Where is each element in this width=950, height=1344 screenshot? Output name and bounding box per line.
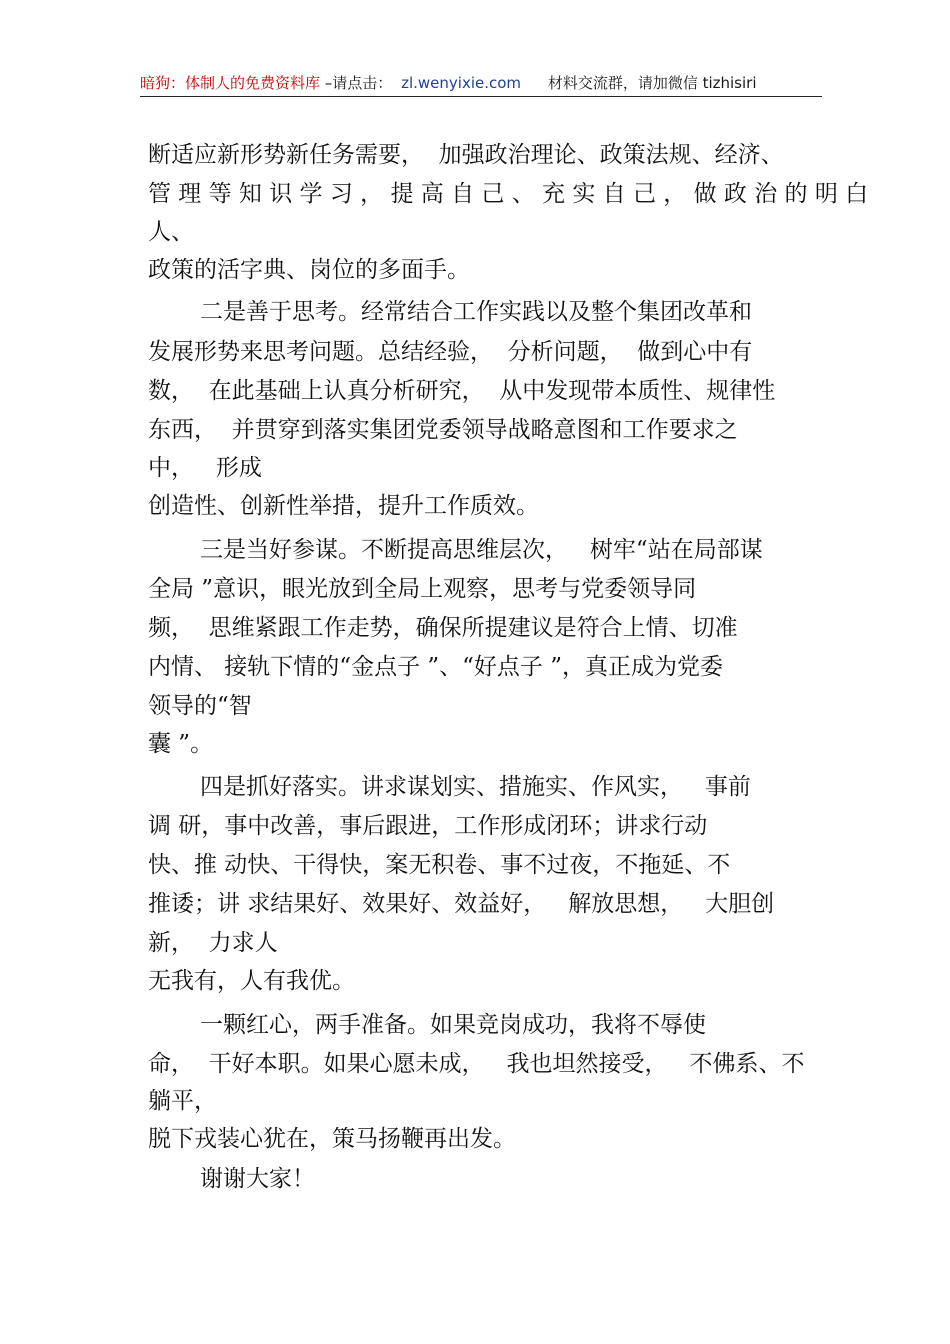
body-line: 管 理 等 知 识 学 习 ， 提 高 自 己 、 充 实 自 己 ， 做 政 治 的 明 白 (148, 181, 869, 207)
body-line: 推诿；讲 求结果好、效果好、效益好， 解放思想， 大胆创 (148, 891, 775, 917)
body-line: 内情、 接轨下情的“金点子 ”、“好点子 ”，真正成为党委 (148, 654, 723, 680)
paragraph-start-line: 二是善于思考。经常结合工作实践以及整个集团改革和 (200, 299, 752, 325)
body-line: 政策的活字典、岗位的多面手。 (148, 257, 470, 283)
body-line: 创造性、创新性举措，提升工作质效。 (148, 493, 539, 519)
closing-line: 谢谢大家！ (200, 1166, 315, 1192)
body-line: 无我有，人有我优。 (148, 968, 355, 994)
paragraph-start-line: 一颗红心，两手准备。如果竞岗成功，我将不辱使 (200, 1012, 706, 1038)
paragraph-start-line: 四是抓好落实。讲求谋划实、措施实、作风实， 事前 (200, 774, 751, 800)
header-url-link[interactable]: zl.wenyixie.com (401, 74, 522, 92)
body-line: 数， 在此基础上认真分析研究， 从中发现带本质性、规律性 (148, 378, 776, 404)
paragraph-start-line: 三是当好参谋。不断提高思维层次， 树牢“站在局部谋 (200, 537, 763, 563)
body-line: 频， 思维紧跟工作走势，确保所提建议是符合上情、切准 (148, 615, 738, 641)
body-line: 断适应新形势新任务需要， 加强政治理论、政策法规、经济、 (148, 142, 784, 168)
body-line: 领导的“智 (148, 693, 252, 719)
header-wechat-group: 材料交流群，请加微信 tizhisiri (547, 74, 757, 92)
body-line: 躺平， (148, 1088, 217, 1114)
body-line: 发展形势来思考问题。总结经验， 分析问题， 做到心中有 (148, 339, 753, 365)
header-brand: 暗狗：体制人的免费资料库 (140, 74, 321, 92)
body-line: 调 研，事中改善，事后跟进，工作形成闭环；讲求行动 (148, 813, 708, 839)
body-line: 东西， 并贯穿到落实集团党委领导战略意图和工作要求之 (148, 417, 738, 443)
body-line: 全局 ”意识，眼光放到全局上观察，思考与党委领导同 (148, 576, 697, 602)
page-header (140, 72, 822, 97)
header-prompt: –请点击： (324, 74, 393, 92)
body-line: 中， 形成 (148, 455, 262, 481)
body-line: 新， 力求人 (148, 930, 278, 956)
body-line: 脱下戎装心犹在，策马扬鞭再出发。 (148, 1126, 516, 1152)
body-line: 囊 ”。 (148, 731, 214, 757)
body-line: 快、推 动快、干得快，案无积卷、事不过夜，不拖延、不 (148, 852, 731, 878)
body-line: 人、 (148, 219, 194, 245)
body-line: 命， 干好本职。如果心愿未成， 我也坦然接受， 不佛系、不 (148, 1051, 805, 1077)
